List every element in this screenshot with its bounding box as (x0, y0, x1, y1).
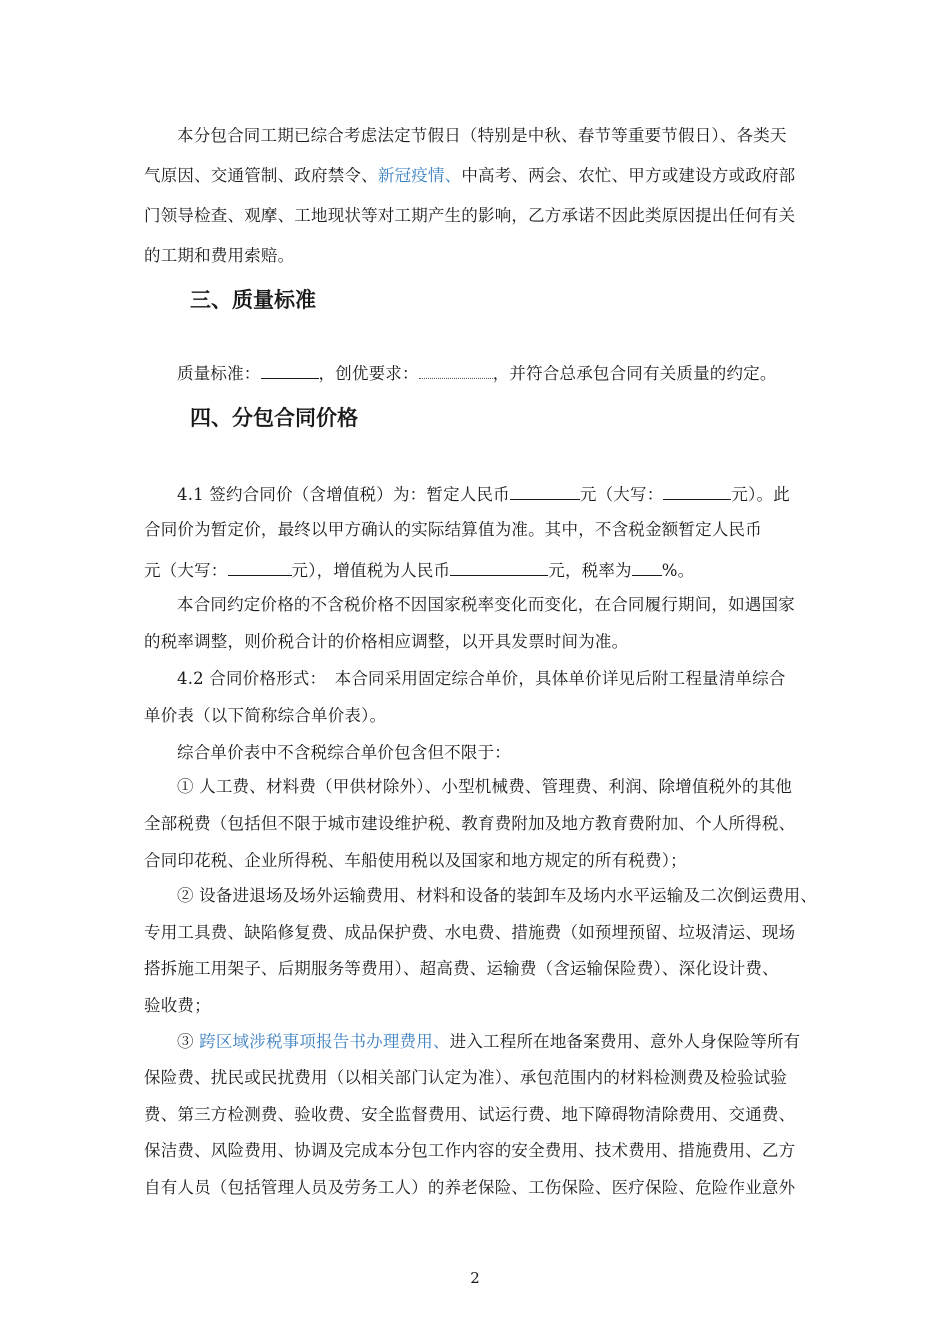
fill-blank[interactable] (261, 360, 319, 379)
text-span: 元）。此 (731, 485, 790, 504)
text-span: 本分包合同工期已综合考虑法定节假日（特别是中秋、春节等重要节假日）、各类天 (177, 126, 787, 145)
paragraph-line (177, 594, 814, 616)
text-span: 元），增值税为人民币 (291, 561, 451, 580)
list-item-line (144, 813, 814, 835)
text-span: 元（大写： (144, 561, 228, 580)
text-span: 专用工具费、缺陷修复费、成品保护费、水电费、措施费（如预埋预留、垃圾清运、现场 (144, 923, 796, 942)
highlighted-text: 新冠疫情、 (377, 166, 462, 185)
fill-blank[interactable] (450, 557, 548, 576)
paragraph-line (177, 481, 814, 506)
text-span: 元，税率为 (548, 561, 632, 580)
list-item-line (144, 1140, 814, 1162)
text-span: 单价表（以下简称综合单价表）。 (144, 706, 387, 725)
text-span: 质量标准： (177, 364, 261, 383)
text-span: 费、第三方检测费、验收费、安全监督费用、试运行费、地下障碍物清除费用、交通费、 (144, 1105, 796, 1124)
paragraph-line (144, 165, 814, 187)
section-heading-quality: 三、质量标准 (190, 288, 316, 312)
text-span: ③ (177, 1032, 200, 1051)
paragraph-line (144, 631, 814, 653)
text-span: %。 (661, 561, 695, 580)
text-span: 自有人员（包括管理人员及劳务工人）的养老保险、工伤保险、医疗保险、危险作业意外 (144, 1178, 796, 1197)
list-item-line (144, 958, 814, 980)
text-span: 验收费； (144, 996, 211, 1015)
page-number: 2 (470, 1269, 480, 1287)
paragraph-line (144, 205, 814, 227)
fill-blank[interactable] (663, 481, 731, 500)
text-span: 4.2 合同价格形式： 本合同采用固定综合单价，具体单价详见后附工程量清单综合 (177, 669, 786, 688)
text-span: 门领导检查、观摩、工地现状等对工期产生的影响，乙方承诺不因此类原因提出任何有关 (144, 206, 796, 225)
text-span: 全部税费（包括但不限于城市建设维护税、教育费附加及地方教育费附加、个人所得税、 (144, 814, 796, 833)
paragraph-line (144, 245, 814, 267)
quality-standard-line (177, 360, 814, 385)
text-span: 综合单价表中不含税综合单价包含但不限于： (177, 743, 511, 762)
text-span: 气原因、交通管制、政府禁令、 (144, 166, 378, 185)
paragraph-line (144, 519, 814, 541)
text-span: ① 人工费、材料费（甲供材除外）、小型机械费、管理费、利润、除增值税外的其他 (177, 777, 793, 796)
text-span: 保险费、扰民或民扰费用（以相关部门认定为准）、承包范围内的材料检测费及检验试验 (144, 1068, 788, 1087)
highlighted-text: 跨区域涉税事项报告书办理费用、 (199, 1032, 450, 1051)
text-span: ，并符合总承包合同有关质量的约定。 (492, 364, 777, 383)
text-span: 合同价为暂定价，最终以甲方确认的实际结算值为准。其中，不含税金额暂定人民币 (144, 520, 762, 539)
text-span: 的税率调整，则价税合计的价格相应调整，以开具发票时间为准。 (144, 632, 629, 651)
fill-blank[interactable] (632, 557, 662, 576)
fill-blank[interactable] (419, 360, 493, 379)
list-item-line (144, 922, 814, 944)
text-span: 本合同约定价格的不含税价格不因国家税率变化而变化，在合同履行期间，如遇国家 (177, 595, 795, 614)
text-span: 中高考、两会、农忙、甲方或建设方或政府部 (461, 166, 796, 185)
paragraph-line (177, 125, 814, 147)
text-span: ② 设备进退场及场外运输费用、材料和设备的装卸车及场内水平运输及二次倒运费用、 (177, 886, 818, 905)
list-item-line (177, 776, 814, 798)
paragraph-line (144, 557, 814, 582)
text-span: 元（大写： (579, 485, 664, 504)
text-span: 搭拆施工用架子、后期服务等费用）、超高费、运输费（含运输保险费）、深化设计费、 (144, 959, 779, 978)
section-heading-price: 四、分包合同价格 (190, 406, 358, 430)
fill-blank[interactable] (510, 481, 580, 500)
paragraph-line (177, 668, 814, 690)
text-span: 4.1 签约合同价（含增值税）为：暂定人民币 (177, 485, 510, 504)
text-span: 的工期和费用索赔。 (144, 246, 295, 265)
text-span: 保洁费、风险费用、协调及完成本分包工作内容的安全费用、技术费用、措施费用、乙方 (144, 1141, 796, 1160)
list-item-line (177, 885, 818, 907)
list-item-line (177, 1031, 814, 1053)
fill-blank[interactable] (228, 557, 292, 576)
text-span: ，创优要求： (318, 364, 419, 383)
text-span: 合同印花税、企业所得税、车船使用税以及国家和地方规定的所有税费）； (144, 851, 687, 870)
list-item-line (144, 1177, 814, 1199)
list-item-line (144, 1104, 814, 1126)
paragraph-line (144, 705, 814, 727)
paragraph-line (177, 742, 814, 764)
list-item-line (144, 995, 814, 1017)
text-span: 进入工程所在地备案费用、意外人身保险等所有 (449, 1032, 801, 1051)
list-item-line (144, 850, 814, 872)
list-item-line (144, 1067, 814, 1089)
